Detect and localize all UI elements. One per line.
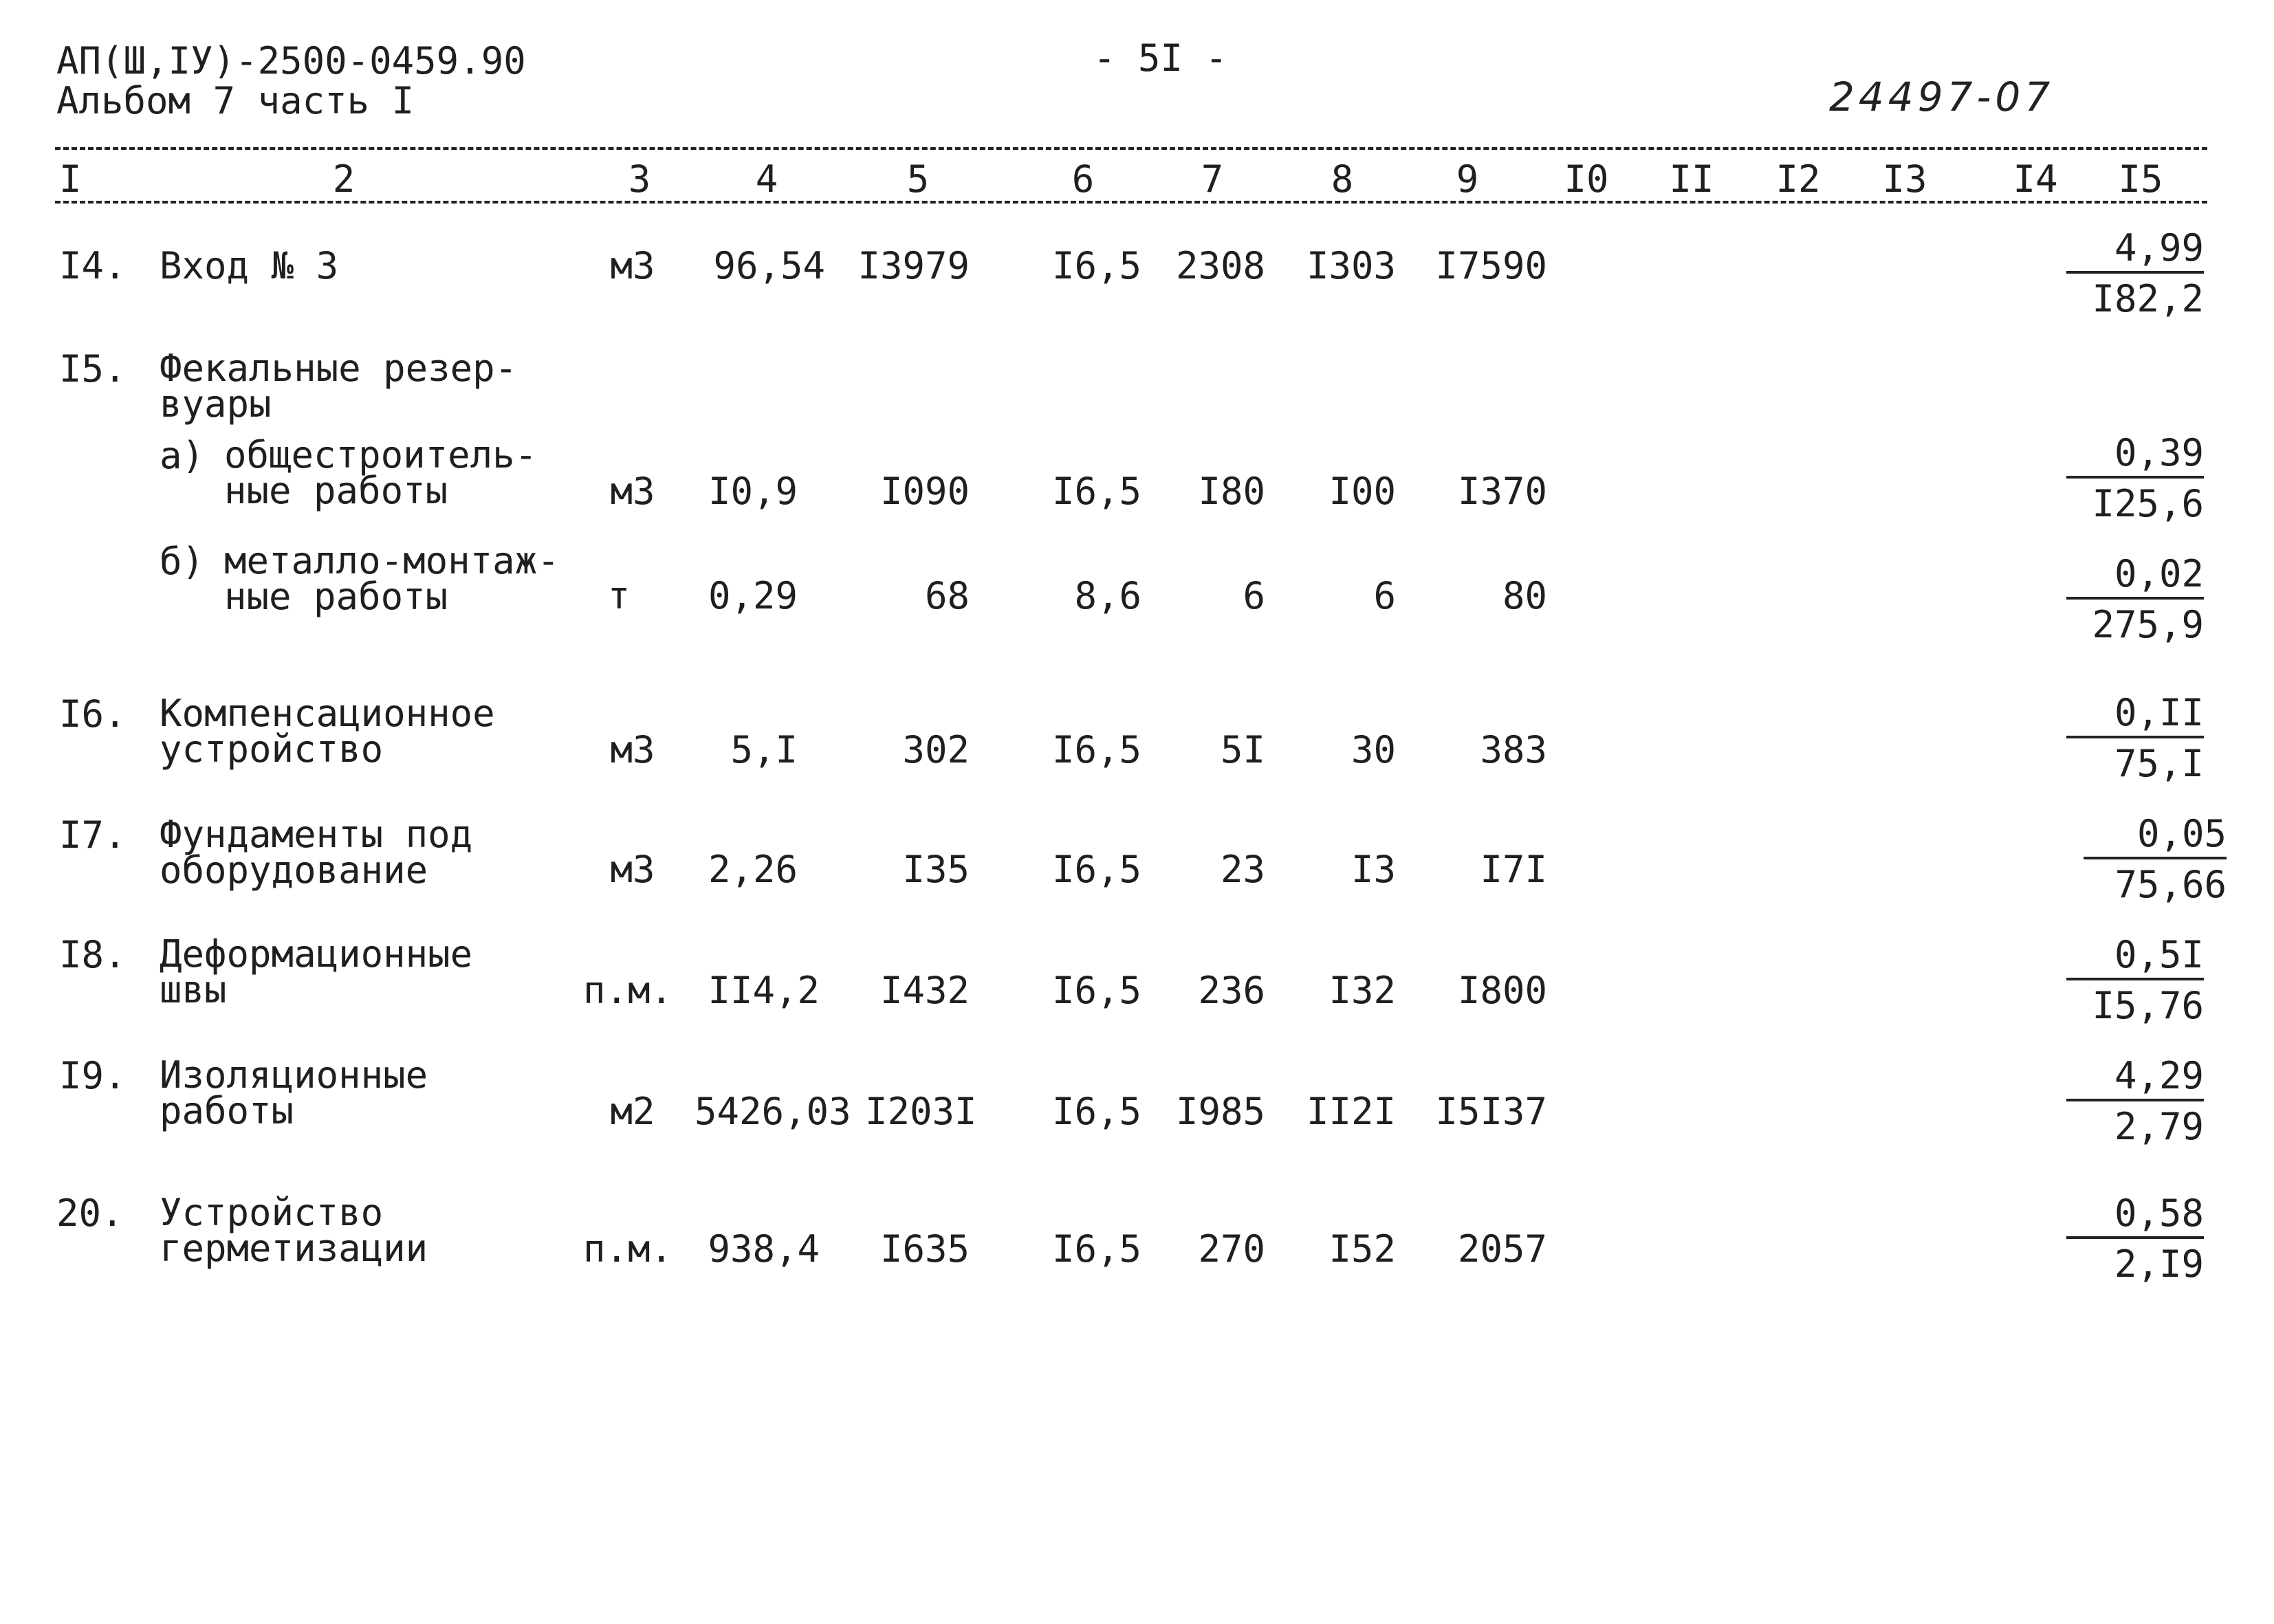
- col-header-13: I3: [1882, 157, 1927, 201]
- fraction-numerator: 0,58: [2066, 1195, 2204, 1239]
- col4-cell: 938,4: [708, 1227, 820, 1271]
- col-header-10: I0: [1564, 157, 1609, 201]
- col4-cell: II4,2: [708, 969, 820, 1012]
- col8-cell: 30: [1351, 728, 1396, 771]
- row-number: I4.: [59, 244, 127, 287]
- col6-cell: I6,5: [1051, 1227, 1141, 1271]
- unit-cell: м3: [610, 848, 655, 891]
- fraction-denominator: 75,I: [2114, 742, 2204, 785]
- col4-cell: 5426,03: [695, 1090, 851, 1133]
- row-name: Вход № 3: [160, 244, 339, 287]
- col15-fraction: [2066, 691, 2204, 785]
- document-code: АП(Ш,IУ)-2500-0459.90: [56, 39, 526, 83]
- unit-cell: т: [607, 574, 631, 617]
- col15-fraction: [2066, 226, 2204, 320]
- unit-cell: п.м.: [583, 969, 673, 1012]
- col8-cell: II2I: [1306, 1090, 1396, 1133]
- row-name-line2: работы: [160, 1089, 294, 1132]
- col-header-12: I2: [1775, 157, 1821, 201]
- col6-cell: I6,5: [1051, 470, 1141, 513]
- col-header-8: 8: [1331, 157, 1354, 201]
- col5-cell: 68: [924, 574, 970, 617]
- col7-cell: I80: [1198, 470, 1265, 513]
- col7-cell: 236: [1198, 969, 1265, 1012]
- fraction-numerator: 0,05: [2084, 815, 2227, 859]
- unit-cell: м2: [610, 1090, 655, 1133]
- col8-cell: I3: [1351, 848, 1396, 891]
- col-header-5: 5: [906, 157, 930, 201]
- fraction-denominator: I5,76: [2092, 984, 2204, 1027]
- col6-cell: I6,5: [1051, 1090, 1141, 1133]
- col4-cell: 5,I: [730, 728, 798, 771]
- col9-cell: I7590: [1435, 244, 1547, 287]
- col5-cell: I203I: [865, 1090, 977, 1133]
- fraction-denominator: 2,79: [2114, 1105, 2204, 1148]
- row-name-line1: металло-монтаж-: [224, 539, 560, 582]
- row-number: I8.: [59, 933, 127, 976]
- col5-cell: I090: [879, 470, 970, 513]
- album-label: Альбом 7 часть I: [56, 79, 415, 122]
- fraction-numerator: 0,39: [2066, 435, 2204, 479]
- row-subitem-mark: б): [160, 540, 205, 583]
- col15-fraction: [2066, 1054, 2204, 1148]
- col8-cell: I00: [1329, 470, 1396, 513]
- document-header: [56, 41, 526, 121]
- row-name-line1: Изоляционные: [160, 1053, 428, 1097]
- col-header-6: 6: [1071, 157, 1095, 201]
- fraction-denominator: 275,9: [2092, 603, 2204, 646]
- unit-cell: м3: [610, 470, 655, 513]
- col4-cell: 96,54: [713, 244, 825, 287]
- row-name-line2: вуары: [160, 382, 272, 426]
- col5-cell: I432: [879, 969, 970, 1012]
- col7-cell: 6: [1243, 574, 1265, 617]
- row-name-line2: устройство: [160, 727, 384, 771]
- col7-cell: 270: [1198, 1227, 1265, 1271]
- col15-fraction: [2066, 933, 2204, 1027]
- col-header-14: I4: [2013, 157, 2058, 201]
- col9-cell: 2057: [1457, 1227, 1547, 1271]
- col5-cell: I3979: [857, 244, 970, 287]
- fraction-denominator: 75,66: [2114, 863, 2227, 906]
- unit-cell: п.м.: [583, 1227, 673, 1271]
- row-name-line1: Фундаменты под: [160, 813, 473, 856]
- row-name: [224, 539, 560, 618]
- row-name: [160, 692, 495, 771]
- col6-cell: I6,5: [1051, 244, 1141, 287]
- col15-fraction: [2066, 552, 2204, 646]
- col7-cell: I985: [1175, 1090, 1265, 1133]
- row-name-line1: общестроитель-: [224, 433, 538, 476]
- col-header-1: I: [59, 157, 82, 201]
- row-name-line1: Деформационные: [160, 932, 473, 976]
- row-name-line2: ные работы: [224, 469, 448, 512]
- row-name-line1: Фекальные резер-: [160, 347, 518, 390]
- col-header-7: 7: [1201, 157, 1224, 201]
- row-name-line2: герметизации: [160, 1227, 428, 1270]
- col-header-3: 3: [628, 157, 651, 201]
- row-number: I6.: [59, 692, 127, 736]
- unit-cell: м3: [610, 728, 655, 771]
- row-number: 20.: [56, 1192, 124, 1235]
- col4-cell: 0,29: [708, 574, 798, 617]
- col7-cell: 5I: [1220, 728, 1265, 771]
- col6-cell: I6,5: [1051, 848, 1141, 891]
- col9-cell: 80: [1502, 574, 1547, 617]
- page-number: - 5I -: [1093, 36, 1228, 80]
- col5-cell: 302: [902, 728, 970, 771]
- fraction-denominator: 2,I9: [2114, 1242, 2204, 1286]
- fraction-denominator: I25,6: [2092, 482, 2204, 525]
- fraction-numerator: 4,29: [2066, 1057, 2204, 1101]
- row-name: [160, 1191, 428, 1270]
- fraction-numerator: 0,II: [2066, 694, 2204, 738]
- row-number: I9.: [59, 1054, 127, 1097]
- col7-cell: 2308: [1175, 244, 1265, 287]
- row-name-line2: швы: [160, 968, 227, 1011]
- row-name-line1: Компенсационное: [160, 692, 495, 735]
- fraction-numerator: 4,99: [2066, 230, 2204, 274]
- col15-fraction: [2066, 1192, 2204, 1286]
- row-name-line2: оборудование: [160, 848, 428, 892]
- row-number: I5.: [59, 347, 127, 391]
- col6-cell: I6,5: [1051, 728, 1141, 771]
- fraction-numerator: 0,5I: [2066, 936, 2204, 980]
- col15-fraction: [2084, 812, 2227, 906]
- col4-cell: I0,9: [708, 470, 798, 513]
- col8-cell: I32: [1329, 969, 1396, 1012]
- inventory-number: 24497-07: [1829, 74, 2055, 120]
- col-header-15: I5: [2118, 157, 2163, 201]
- col-header-4: 4: [755, 157, 778, 201]
- col-header-2: 2: [332, 157, 356, 201]
- col9-cell: I800: [1457, 969, 1547, 1012]
- col15-fraction: [2066, 431, 2204, 525]
- col7-cell: 23: [1220, 848, 1265, 891]
- col8-cell: I303: [1306, 244, 1396, 287]
- col8-cell: 6: [1373, 574, 1396, 617]
- row-name: [160, 813, 473, 892]
- row-name: [160, 932, 473, 1011]
- col6-cell: 8,6: [1074, 574, 1141, 617]
- col4-cell: 2,26: [708, 848, 798, 891]
- col5-cell: I35: [902, 848, 970, 891]
- col5-cell: I635: [879, 1227, 970, 1271]
- row-subitem-mark: а): [160, 434, 205, 477]
- unit-cell: м3: [610, 244, 655, 287]
- col-header-11: II: [1669, 157, 1714, 201]
- fraction-denominator: I82,2: [2092, 277, 2204, 320]
- row-name: [160, 1053, 428, 1132]
- row-name: [160, 347, 518, 426]
- col-header-9: 9: [1456, 157, 1479, 201]
- header-bottom-rule: [55, 201, 2207, 204]
- row-name-line2: ные работы: [224, 575, 448, 618]
- header-top-rule: [55, 147, 2207, 150]
- row-name-line1: Устройство: [160, 1191, 384, 1234]
- col6-cell: I6,5: [1051, 969, 1141, 1012]
- col9-cell: I7I: [1480, 848, 1547, 891]
- col9-cell: I370: [1457, 470, 1547, 513]
- row-number: I7.: [59, 813, 127, 857]
- col9-cell: 383: [1480, 728, 1547, 771]
- col9-cell: I5I37: [1435, 1090, 1547, 1133]
- col8-cell: I52: [1329, 1227, 1396, 1271]
- fraction-numerator: 0,02: [2066, 556, 2204, 600]
- row-name: [224, 433, 538, 512]
